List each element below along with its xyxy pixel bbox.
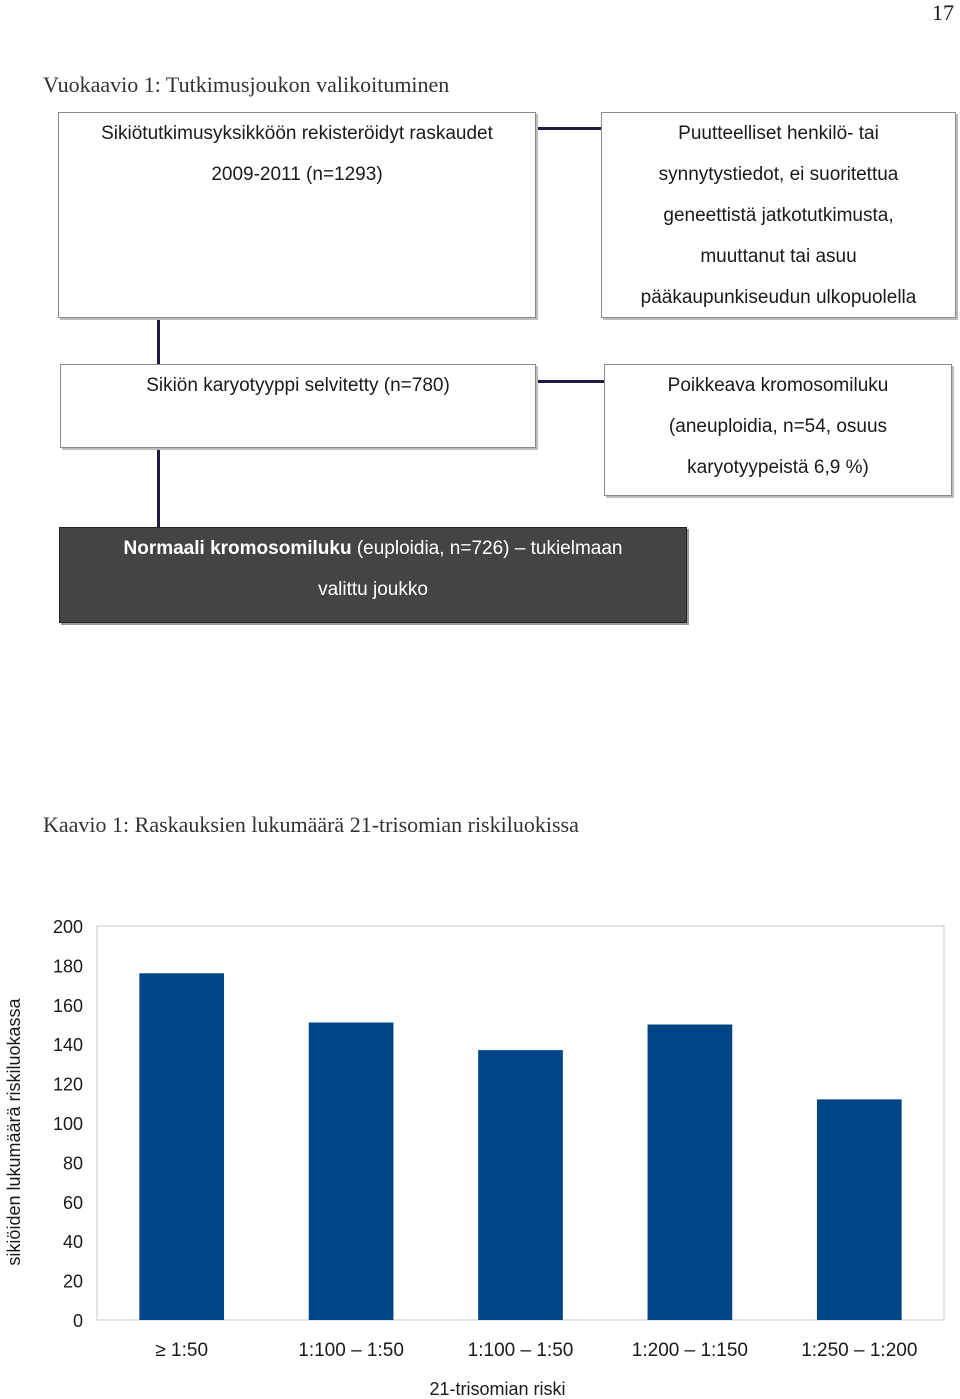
excluded-line-4: muuttanut tai asuu — [700, 246, 857, 267]
y-tick-label: 180 — [52, 956, 83, 977]
x-tick-label: ≥ 1:50 — [155, 1340, 209, 1361]
normal-line-1 — [60, 528, 686, 569]
y-tick-label: 60 — [62, 1192, 83, 1213]
karyotype-determined-box — [60, 364, 536, 448]
x-tick-label: 1:100 – 1:50 — [467, 1340, 574, 1361]
y-tick-label: 140 — [52, 1035, 83, 1056]
normal-bold-label: Normaali kromosomiluku — [123, 538, 352, 559]
excluded-line-1: Puutteelliset henkilö- tai — [678, 123, 879, 144]
karyotype-line-1: Sikiön karyotyyppi selvitetty (n=780) — [146, 375, 450, 396]
registered-line-2: 2009-2011 (n=1293) — [211, 164, 383, 185]
y-tick-label: 80 — [62, 1153, 83, 1174]
registered-pregnancies-box — [58, 112, 536, 318]
bar — [309, 1023, 394, 1320]
abnormal-line-3: karyotyypeistä 6,9 %) — [687, 457, 869, 478]
connector-karyotyped-normal — [157, 448, 160, 527]
y-tick-label: 160 — [52, 995, 83, 1016]
x-tick-label: 1:250 – 1:200 — [801, 1340, 918, 1361]
y-tick-label: 40 — [62, 1232, 83, 1253]
registered-line-1: Sikiötutkimusyksikköön rekisteröidyt raskaudet — [101, 123, 493, 144]
bar — [817, 1099, 902, 1320]
normal-rest-label: (euploidia, n=726) – tukielmaan — [351, 538, 623, 559]
y-tick-label: 0 — [72, 1311, 83, 1331]
abnormal-line-1: Poikkeava kromosomiluku — [667, 375, 889, 396]
page-number: 17 — [932, 0, 954, 25]
bar — [139, 973, 224, 1320]
connector-karyotyped-abnormal — [536, 380, 604, 383]
normal-chromosome-box — [59, 527, 687, 623]
x-tick-label: 1:100 – 1:50 — [298, 1340, 404, 1361]
y-tick-label: 120 — [52, 1074, 83, 1095]
bar — [648, 1025, 733, 1321]
abnormal-line-2: (aneuploidia, n=54, osuus — [668, 416, 888, 437]
excluded-line-3: geneettistä jatkotutkimusta, — [663, 205, 894, 226]
bar — [478, 1050, 563, 1320]
connector-registered-excluded — [536, 127, 601, 130]
connector-registered-karyotyped — [157, 318, 160, 364]
excluded-line-5: pääkaupunkiseudun ulkopuolella — [640, 287, 917, 308]
x-tick-label: 1:200 – 1:150 — [631, 1340, 749, 1361]
excluded-box — [601, 112, 956, 318]
y-tick-label: 100 — [52, 1114, 83, 1134]
y-axis-label: sikiöiden lukumäärä riskiluokassa — [4, 998, 24, 1266]
y-tick-label: 200 — [52, 917, 83, 937]
chart-title: Kaavio 1: Raskauksien lukumäärä 21-trisomian riskiluokissa — [43, 812, 579, 837]
y-tick-label: 20 — [62, 1271, 83, 1292]
excluded-line-2: synnytystiedot, ei suoritettua — [658, 164, 899, 185]
normal-line-2: valittu joukko — [318, 579, 428, 600]
x-axis-label: 21-trisomian riski — [429, 1379, 566, 1399]
flowchart-title: Vuokaavio 1: Tutkimusjoukon valikoituminen — [43, 72, 450, 97]
bar-chart — [0, 900, 960, 1399]
abnormal-chromosome-box — [604, 364, 952, 496]
